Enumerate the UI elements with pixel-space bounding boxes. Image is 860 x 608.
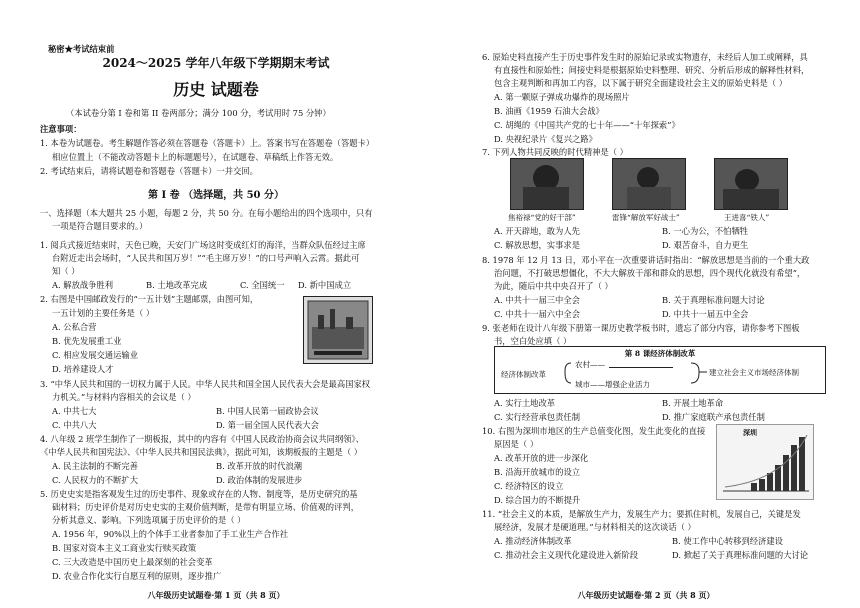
question-1-line: 知（ ） [52,266,80,276]
question-11-option: A. 推动经济体制改革 [494,536,572,546]
blackboard-diagram [494,346,826,394]
page-footer: 八年级历史试题卷·第 2 页（共 8 页） [577,590,715,600]
question-1-line: 台附近走出会场时，“人民共和国万岁！”“毛主席万岁！”的口号声响入云霄。据此可 [52,253,360,263]
question-9-option: B. 开展土地革命 [662,398,724,408]
question-6-option: A. 第一颗原子弹成功爆炸的现场照片 [494,92,630,102]
question-9-option: D. 推广家庭联产承包责任制 [662,412,765,422]
diagram-title: 第 8 课经济体制改革 [624,349,696,358]
question-6-line: 6. 原始史料直接产生于历史事件发生时的原始记录或实物遗存，未经后人加工或阐释，具 [482,52,808,62]
question-10-option: B. 沿海开放城市的设立 [494,467,581,477]
question-3-line: 力机关。”与材料内容相关的会议是（ ） [52,392,196,402]
question-1-option: D. 新中国成立 [298,280,352,290]
question-11-option: D. 掀起了关于真理标准问题的大讨论 [672,550,809,560]
question-10-option: C. 经济特区的设立 [494,481,564,491]
question-7-line: 7. 下列人物共同反映的时代精神是（ ） [482,147,628,157]
question-5-line: 分析其意义、影响。下列选项属于历史评价的是（ ） [52,515,246,525]
question-4-option: D. 政治体制的发展进步 [216,475,303,485]
question-11-option: C. 推动社会主义现代化建设进入新阶段 [494,550,639,560]
gdp-chart [716,424,814,500]
question-9-line: 书，空白处应填（ ） [494,336,572,346]
question-5-line: 5. 历史史实是指客观发生过的历史事件、现象或存在的人物、制度等，是历史研究的基 [40,489,358,499]
question-4-line: 4. 八年级 2 班学生制作了一期板报，其中的内容有《中国人民政治协商会议共同纲领》、 [40,434,364,444]
question-2-line: 一五计划的主要任务是（ ） [52,308,155,318]
question-2-option: C. 相应发展交通运输业 [52,350,138,360]
question-6-line: 包含主观判断和再加工内容，以下属于研究全面建设社会主义的原始史料是（ ） [494,78,788,88]
section-heading: 一项是符合题目要求的。） [52,221,148,231]
question-4-line: 《中华人民共和国宪法》、《中华人民共和国民法典》，据此可知，该期板报的主题是（ ） [40,447,363,457]
question-1-option: A. 解放战争胜利 [52,280,114,290]
question-4-option: A. 民主法制的不断完善 [52,461,138,471]
photo-lei-feng [612,158,686,210]
photo-wang-jinxi [714,158,788,210]
question-5-option: A. 1956 年，90%以上的个体手工业者参加了手工业生产合作社 [52,529,288,539]
question-11-line: 11. “社会主义的本质，是解放生产力，发展生产力；要抓住时机，发展自己，关键是发 [482,509,801,519]
diagram-left-label: 经济体制改革 [501,370,546,379]
question-7-option: B. 一心为公，不怕牺牲 [662,226,749,236]
question-1-option: B. 土地改革完成 [146,280,208,290]
question-2-line: 2. 右图是中国邮政发行的“一五计划”主题邮票，由图可知， [40,294,259,304]
part1-title: 第 I 卷 （选择题，共 50 分） [147,190,284,201]
question-4-option: B. 改革开放的时代浪潮 [216,461,303,471]
page-footer: 八年级历史试题卷·第 1 页（共 8 页） [147,590,285,600]
notice-line: 1. 本卷为试题卷。考生解题作答必须在答题卷（答题卡）上。答案书写在答题卷（答题卡） [40,138,375,148]
exam-title: 2024～2025 学年八年级下学期期末考试 [102,56,330,70]
question-1-option: C. 全国统一 [240,280,285,290]
question-6-line: 有直接性和原始性；间接史料是根据原始史料整理、研究、分析后形成的解释性材料， [494,65,810,75]
photo-caption: 雷锋“解放军好战士” [612,213,680,222]
question-3-option: C. 中共八大 [52,420,97,430]
photo-caption: 王进喜“铁人” [724,213,770,222]
question-11-line: 展经济，发展才是硬道理。”与材料相关的这次谈话（ ） [494,522,696,532]
question-10-line: 原因是（ ） [494,439,539,449]
section-heading: 一、选择题（本大题共 25 小题，每题 2 分，共 50 分。在每小题给出的四个选项中，只有 [40,208,373,218]
notice-line: 2. 考试结束后，请将试题卷和答题卷（答题卡）一并交回。 [40,166,258,176]
question-6-option: B. 油画《1959 石油大会战》 [494,106,604,116]
question-2-option: A. 公私合营 [52,322,97,332]
question-7-option: C. 解放思想，实事求是 [494,240,580,250]
page-right [432,0,860,608]
question-5-option: C. 三大改造是中国历史上最深刻的社会变革 [52,557,213,567]
question-8-line: 8. 1978 年 12 月 13 日，邓小平在一次重要讲话时指出：“解放思想是当前的一个重大政 [482,255,810,265]
question-2-option: B. 优先发展重工业 [52,336,122,346]
question-5-option: B. 国家对资本主义工商业实行赎买政策 [52,543,197,553]
question-8-line: 为此，随后中共中央召开了（ ） [494,281,613,291]
question-9-option: C. 实行经营承包责任制 [494,412,580,422]
question-11-option: B. 使工作中心转移到经济建设 [672,536,783,546]
question-2-option: D. 培养建设人才 [52,364,114,374]
question-10-option: D. 综合国力的不断提升 [494,495,581,505]
question-4-option: C. 人民权力的不断扩大 [52,475,138,485]
question-9-line: 9. 张老师在设计八年级下册第一课历史教学板书时，遗忘了部分内容，请你参考下图板 [482,323,800,333]
subject-title: 历史 试题卷 [173,80,259,99]
question-6-option: C. 胡绳的《中国共产党的七十年——“十年探索”》 [494,120,680,130]
chart-title: 深圳 [743,428,757,437]
gdp-bar-chart-icon [717,425,813,499]
question-3-option: A. 中共七大 [52,406,97,416]
stamp-illustration-icon [304,297,372,363]
question-8-line: 治问题，不打破思想僵化，不大大解放干部和群众的思想，四个现代化就没有希望”， [494,268,806,278]
diagram-rural-label: 农村—— [575,360,605,369]
notice-line: 相应位置上（不能改动答题卡上的标题题号），在试题卷、草稿纸上作答无效。 [52,152,339,162]
diagram-right-label: 建立社会主义市场经济体制 [709,368,799,377]
question-7-option: D. 艰苦奋斗，自力更生 [662,240,749,250]
photo-jiao-yulu [510,158,584,210]
question-3-option: D. 第一届全国人民代表大会 [216,420,319,430]
diagram-city-label: 城市——增强企业活力 [575,380,650,389]
question-7-option: A. 开天辟地，敢为人先 [494,226,580,236]
photo-caption: 焦裕禄“党的好干部” [508,213,576,222]
question-3-line: 3. “中华人民共和国的一切权力属于人民。中华人民共和国全国人民代表大会是最高国家权 [40,379,371,389]
question-9-option: A. 实行土地改革 [494,398,556,408]
exam-info: （本试卷分第 I 卷和第 II 卷两部分；满分 100 分，考试用时 75 分钟） [66,108,331,118]
question-5-line: 础材料；历史评价是对历史史实的主观价值判断，是带有明显立场、价值观的评判， [52,502,359,512]
secret-label: 秘密★考试结束前 [48,44,115,54]
question-3-option: B. 中国人民第一届政协会议 [216,406,319,416]
question-10-option: A. 改革开放的进一步深化 [494,453,589,463]
question-8-option: C. 中共十一届六中全会 [494,309,580,319]
stamp-image [303,296,373,364]
question-8-option: B. 关于真理标准问题大讨论 [662,295,765,305]
question-8-option: A. 中共十一届三中全会 [494,295,580,305]
question-8-option: D. 中共十一届五中全会 [662,309,749,319]
question-5-option: D. 农业合作化实行自愿互利的原则，逐步推广 [52,571,222,581]
question-6-option: D. 央视纪录片《复兴之路》 [494,134,597,144]
notice-title: 注意事项： [40,124,82,134]
question-10-line: 10. 右图为深圳市地区的生产总值变化图，发生此变化的直接 [482,426,706,436]
question-1-line: 1. 阅兵式接近结束时，天色已晚，天安门广场这时变成红灯的海洋，当群众队伍经过主席 [40,240,366,250]
